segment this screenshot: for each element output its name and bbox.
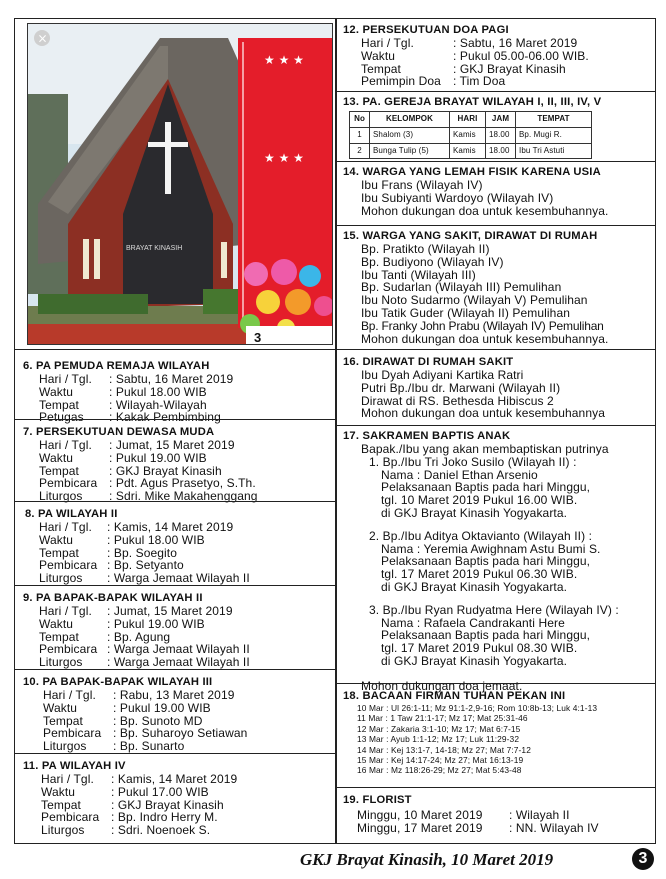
section-title: 13. PA. GEREJA BRAYAT WILAYAH I, II, III, IV, V	[343, 96, 602, 108]
row-place: Tempat : Wilayah-Wilayah	[39, 397, 207, 412]
section-title: 10. PA BAPAK-BAPAK WILAYAH III	[23, 676, 213, 688]
row-time: Waktu : Pukul 17.00 WIB	[41, 784, 209, 799]
row-liturgist: Liturgos : Warga Jemaat Wilayah II	[39, 655, 250, 670]
right-column	[336, 18, 656, 844]
baptism-item-3: 3. Bp./Ibu Ryan Rudyatma Here (Wilayah IV) : Nama : Rafaela Candrakanti Here Pelaksanaan Baptis pada hari Minggu, tgl. 17 Maret 2019 Pukul 08.30 WIB. di GKJ Brayat Kinasih Yogyakarta.	[369, 602, 619, 668]
table-row: 1 Shalom (3) Kamis 18.00 Bp. Mugi R.	[350, 127, 592, 143]
row-liturgist: Liturgos : Warga Jemaat Wilayah II	[39, 571, 250, 586]
section-7	[23, 425, 258, 503]
section-6	[23, 359, 233, 424]
section-17: 17. SAKRAMEN BAPTIS ANAK Bapak./Ibu yang akan membaptiskan putrinya 1. Bp./Ibu Tri Joko Susilo (Wilayah II) : Nama : Daniel Ethan Arsenio Pelaksanaan Baptis pada hari Minggu, tgl. 10 Maret 2019 Pukul 16.00 WIB. di GKJ Brayat Kinasih Yogyakarta. 2. Bp./Ibu Aditya Oktavianto (Wilayah II) : Nama : Yeremia Awighnam Astu Bumi S. Pelaksanaan Baptis pada hari Minggu, tgl. 17 Maret 2019 Pukul 06.30 WIB. di GKJ Brayat Kinasih Yogyakarta. 3. Bp./Ibu Ryan Rudyatma Here (Wilayah IV) : Nama : Rafaela Candrakanti Here Pelaksanaan Baptis pada hari Minggu, tgl. 17 Maret 2019 Pukul 08.30 WIB. di GKJ Brayat Kinasih Yogyakarta. Mohon dukungan doa jemaat.	[343, 430, 619, 693]
row-date: Hari / Tgl. : Jumat, 15 Maret 2019	[39, 438, 235, 452]
row-date: Hari / Tgl. : Sabtu, 16 Maret 2019	[361, 36, 578, 50]
row-place: Tempat : Bp. Soegito	[39, 545, 178, 560]
divider	[15, 585, 335, 586]
divider	[15, 753, 335, 754]
section-15: 15. WARGA YANG SAKIT, DIRAWAT DI RUMAH Bp. Pratikto (Wilayah II) Bp. Budiyono (Wilayah IV) Ibu Tanti (Wilayah III) Bp. Sudarlan (Wilayah III) Pemulihan Ibu Noto Sudarmo (Wilayah V) Pemulihan Ibu Tatik Guder (Wilayah II) Pemulihan Bp. Franky John Prabu (Wilayah IV) Pemulihan Mohon dukungan doa untuk kesembuhannya.	[343, 230, 609, 346]
table-row: 2 Bunga Tulip (5) Kamis 18.00 Ibu Tri Astuti	[350, 143, 592, 159]
row-speaker: Pembicara : Warga Jemaat Wilayah II	[39, 642, 250, 657]
section-11	[23, 759, 237, 837]
row-liturgist: Liturgos : Sdri. Noenoek S.	[41, 823, 211, 838]
section-title: 16. DIRAWAT DI RUMAH SAKIT	[343, 356, 514, 368]
row-place: Tempat : GKJ Brayat Kinasih	[361, 61, 566, 76]
section-16: 16. DIRAWAT DI RUMAH SAKIT Ibu Dyah Adiyani Kartika Ratri Putri Bp./Ibu dr. Marwani (Wilayah II) Dirawat di RS. Bethesda Hibiscus 2 Mohon dukungan doa untuk kesembuhannya	[343, 356, 605, 421]
baptism-item-2: 2. Bp./Ibu Aditya Oktavianto (Wilayah II) : Nama : Yeremia Awighnam Astu Bumi S. Pelaksanaan Baptis pada hari Minggu, tgl. 17 Maret 2019 Pukul 06.30 WIB. di GKJ Brayat Kinasih Yogyakarta.	[369, 528, 601, 594]
divider	[15, 669, 335, 670]
row-prayer-leader: Pemimpin Doa : Tim Doa	[361, 74, 506, 89]
divider	[337, 225, 655, 226]
group-table	[349, 111, 592, 159]
row-speaker: Pembicara : Bp. Suharoyo Setiawan	[43, 726, 248, 741]
row-place: Tempat : Bp. Sunoto MD	[43, 713, 203, 728]
row-date: Hari / Tgl. : Rabu, 13 Maret 2019	[43, 688, 235, 702]
section-title: 9. PA BAPAK-BAPAK WILAYAH II	[23, 592, 203, 604]
church-photo	[27, 23, 333, 345]
table-header-row: No KELOMPOK HARI JAM TEMPAT	[350, 112, 592, 128]
section-8	[25, 507, 250, 585]
row-date: Hari / Tgl. : Jumat, 15 Maret 2019	[39, 604, 233, 618]
divider	[337, 683, 655, 684]
divider	[15, 419, 335, 420]
row-date: Hari / Tgl. : Kamis, 14 Maret 2019	[41, 772, 238, 786]
divider	[15, 501, 335, 502]
section-13	[343, 95, 601, 159]
section-10	[23, 675, 247, 753]
divider	[337, 91, 655, 92]
divider	[337, 787, 655, 788]
section-title: 19. FLORIST	[343, 794, 412, 806]
footer-title: GKJ Brayat Kinasih, 10 Maret 2019	[300, 850, 554, 869]
row-speaker: Pembicara : Pdt. Agus Prasetyo, S.Th.	[39, 476, 256, 491]
left-column	[14, 18, 336, 844]
svg-text:★ ★ ★: ★ ★ ★	[264, 151, 304, 165]
row-date: Hari / Tgl. : Sabtu, 16 Maret 2019	[39, 372, 234, 386]
section-title: 8. PA WILAYAH II	[25, 508, 118, 520]
building-sign: BRAYAT KINASIH	[126, 245, 183, 252]
row-place: Tempat : GKJ Brayat Kinasih	[39, 463, 222, 478]
row-place: Tempat : GKJ Brayat Kinasih	[41, 797, 224, 812]
row-time: Waktu : Pukul 19.00 WIB	[39, 450, 207, 465]
section-title: 18. BACAAN FIRMAN TUHAN PEKAN INI	[343, 690, 566, 702]
divider	[337, 425, 655, 426]
church-illustration	[28, 24, 333, 345]
baptism-item-1: 1. Bp./Ibu Tri Joko Susilo (Wilayah II) : Nama : Daniel Ethan Arsenio Pelaksanaan Baptis pada hari Minggu, tgl. 10 Maret 2019 Pukul 16.00 WIB. di GKJ Brayat Kinasih Yogyakarta.	[369, 454, 591, 520]
row-liturgist: Liturgos : Sdri. Mike Makahenggang	[39, 489, 258, 504]
section-title: 11. PA WILAYAH IV	[23, 760, 126, 772]
row-florist: Minggu, 10 Maret 2019 : Wilayah II	[357, 808, 570, 822]
section-14: 14. WARGA YANG LEMAH FISIK KARENA USIA Ibu Frans (Wilayah IV) Ibu Subiyanti Wardoyo (Wilayah IV) Mohon dukungan doa untuk kesembuhannya.	[343, 166, 609, 218]
row-speaker: Pembicara : Bp. Indro Herry M.	[41, 810, 218, 825]
photo-divider	[15, 349, 335, 350]
row-speaker: Pembicara : Bp. Setyanto	[39, 558, 184, 573]
section-title: 15. WARGA YANG SAKIT, DIRAWAT DI RUMAH	[343, 230, 598, 242]
row-florist: Minggu, 17 Maret 2019 : NN. Wilayah IV	[357, 820, 599, 835]
photo-overlay-text: 3	[254, 330, 262, 345]
divider	[337, 349, 655, 350]
section-9	[23, 591, 250, 669]
row-liturgist: Liturgos : Bp. Sunarto	[43, 739, 185, 754]
section-18: 18. BACAAN FIRMAN TUHAN PEKAN INI 10 Mar : Ul 26:1-11; Mz 91:1-2,9-16; Rom 10:8b-13; Luk 4:1-13 11 Mar : 1 Taw 21:1-17; Mz 17; Mat 25:31-46 12 Mar : Zakaria 3:1-10; Mz 17; Mat 6:7-15 13 Mar : Ayub 1:1-12; Mz 17; Luk 11:29-32 14 Mar : Kej 13:1-7, 14-18; Mz 27; Mat 7:7-12 15 Mar : Kej 14:17-24; Mz 27; Mat 16:13-19 16 Mar : Mz 118:26-29; Mz 27; Mat 5:43-48	[343, 690, 598, 776]
section-title: 14. WARGA YANG LEMAH FISIK KARENA USIA	[343, 166, 601, 178]
row-time: Waktu : Pukul 18.00 WIB	[39, 384, 207, 399]
row-place: Tempat : Bp. Agung	[39, 629, 171, 644]
row-time: Waktu : Pukul 18.00 WIB	[39, 532, 205, 547]
row-time: Waktu : Pukul 19.00 WIB	[39, 616, 205, 631]
section-title: 6. PA PEMUDA REMAJA WILAYAH	[23, 360, 210, 372]
svg-text:★ ★ ★: ★ ★ ★	[264, 53, 304, 67]
row-officer: Petugas : Kakak Pembimbing	[39, 410, 221, 425]
section-title: 7. PERSEKUTUAN DEWASA MUDA	[23, 426, 215, 438]
row-date: Hari / Tgl. : Kamis, 14 Maret 2019	[39, 520, 234, 534]
section-title: 12. PERSEKUTUAN DOA PAGI	[343, 24, 509, 36]
section-12	[343, 23, 589, 88]
svg-text:×: ×	[37, 31, 48, 46]
row-time: Waktu : Pukul 19.00 WIB	[43, 700, 211, 715]
divider	[337, 161, 655, 162]
row-time: Waktu : Pukul 05.00-06.00 WIB.	[361, 48, 589, 63]
page-number: 3	[632, 848, 654, 870]
section-title: 17. SAKRAMEN BAPTIS ANAK	[343, 430, 511, 442]
section-19	[343, 793, 599, 835]
